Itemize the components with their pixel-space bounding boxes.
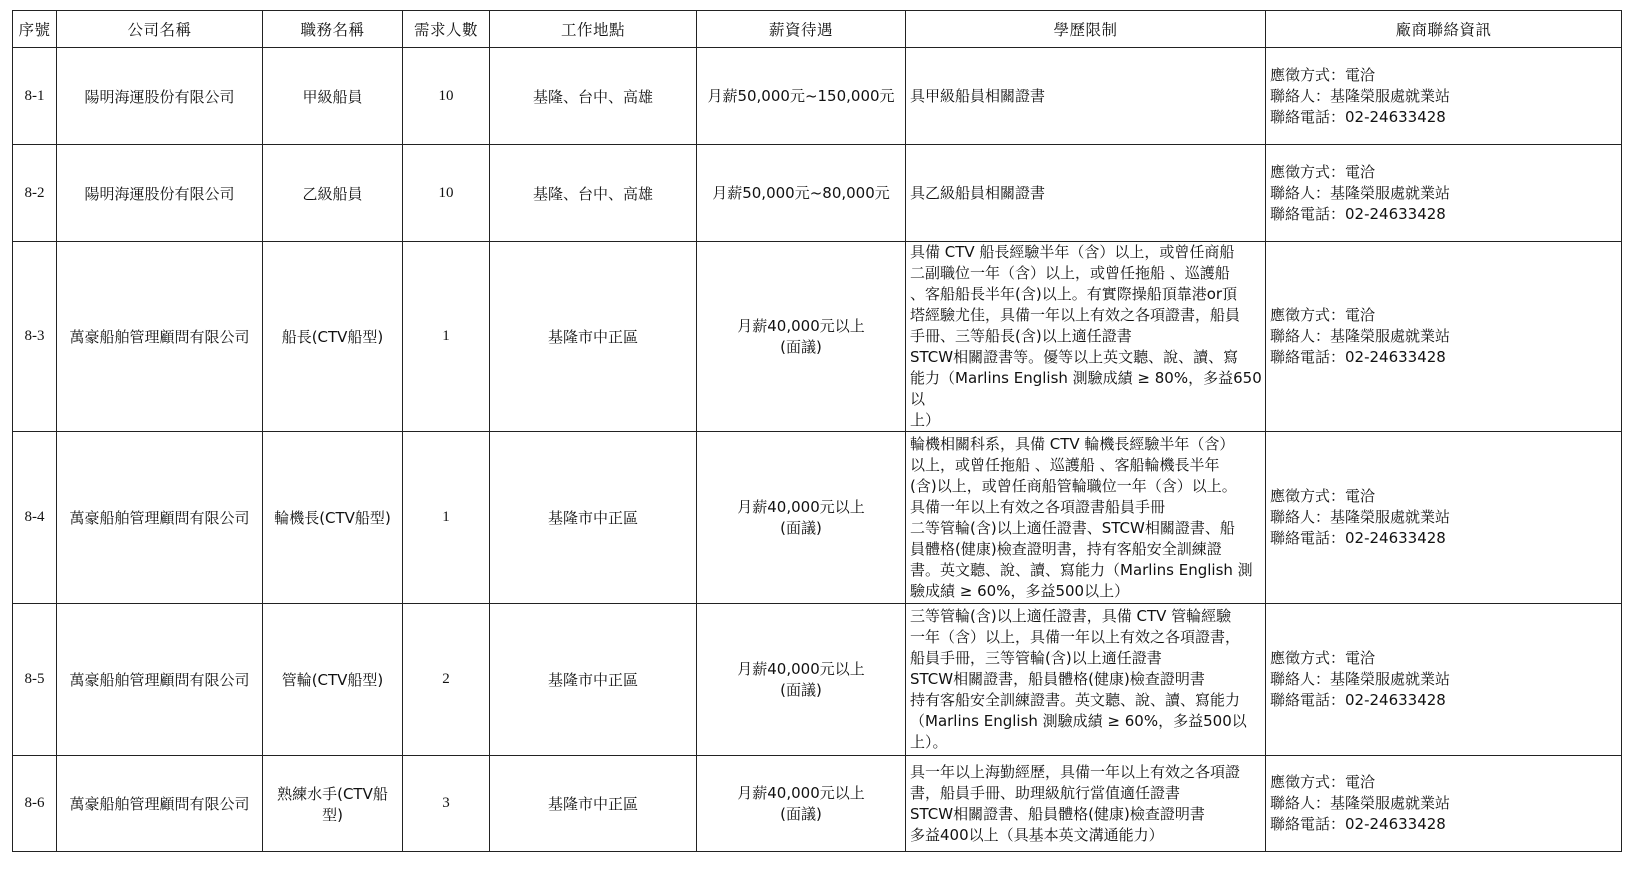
table-row — [13, 145, 1622, 242]
contact-phone: 聯絡電話：02-24633428 — [1270, 348, 1446, 366]
row-education: 輪機相關科系，具備 CTV 輪機長經驗半年（含） 以上，或曾任拖船 、巡護船 、客船輪機長半年 (含)以上，或曾任商船管輪職位一年（含）以上。 具備一年以上有效之各項證書船員手冊 二等管輪(含)以上適任證書、STCW相關證書、船 員體格(健康)檢查證明書，持有客船安全訓練證 書。英文聽、說、讀、寫能力（Marlins English 測 驗成績 ≥ 60%，多益500以上） — [906, 432, 1266, 604]
row-title: 乙級船員 — [263, 145, 403, 242]
contact-method: 應徵方式：電洽 — [1270, 306, 1376, 324]
header-row — [13, 11, 1622, 48]
contact-phone: 聯絡電話：02-24633428 — [1270, 204, 1446, 223]
contact-person: 聯絡人：基隆榮服處就業站 — [1270, 508, 1451, 526]
contact-person: 聯絡人：基隆榮服處就業站 — [1270, 327, 1451, 345]
contact-method: 應徵方式：電洽 — [1270, 65, 1376, 84]
header-seq: 序號 — [13, 11, 57, 48]
row-contact — [1266, 48, 1622, 145]
header-education: 學歷限制 — [906, 11, 1266, 48]
row-location: 基隆市中正區 — [490, 432, 697, 604]
row-salary: 月薪50,000元~150,000元 — [697, 48, 906, 145]
row-title: 船長(CTV船型) — [263, 242, 403, 432]
row-salary: 月薪50,000元~80,000元 — [697, 145, 906, 242]
row-education: 具甲級船員相關證書 — [906, 48, 1266, 145]
row-count: 3 — [403, 756, 490, 852]
row-company: 陽明海運股份有限公司 — [57, 145, 263, 242]
contact-person: 聯絡人：基隆榮服處就業站 — [1270, 670, 1451, 688]
table-row — [13, 756, 1622, 852]
row-contact — [1266, 756, 1622, 852]
row-seq: 8-3 — [13, 242, 57, 432]
row-company: 陽明海運股份有限公司 — [57, 48, 263, 145]
contact-phone: 聯絡電話：02-24633428 — [1270, 815, 1446, 833]
row-location: 基隆、台中、高雄 — [490, 145, 697, 242]
row-count: 1 — [403, 242, 490, 432]
row-contact — [1266, 242, 1622, 432]
row-salary: 月薪40,000元以上 (面議) — [697, 604, 906, 756]
row-salary: 月薪40,000元以上 (面議) — [697, 756, 906, 852]
header-count: 需求人數 — [403, 11, 490, 48]
header-contact: 廠商聯絡資訊 — [1266, 11, 1622, 48]
header-title: 職務名稱 — [263, 11, 403, 48]
row-title: 輪機長(CTV船型) — [263, 432, 403, 604]
table-row — [13, 242, 1622, 432]
row-company: 萬豪船舶管理顧問有限公司 — [57, 604, 263, 756]
header-company: 公司名稱 — [57, 11, 263, 48]
row-location: 基隆市中正區 — [490, 604, 697, 756]
contact-phone: 聯絡電話：02-24633428 — [1270, 529, 1446, 547]
row-education: 具備 CTV 船長經驗半年（含）以上，或曾任商船 二副職位一年（含）以上，或曾任拖船 、巡護船 、客船船長半年(含)以上。有實際操船頂靠港or頂 塔經驗尤佳，具備一年以上有效之各項證書，船員 手冊、三等船長(含)以上適任證書 STCW相關證書等。優等以上英文聽、說、讀、寫 能力（Marlins English 測驗成績 ≥ 80%，多益650以 上） — [906, 242, 1266, 432]
contact-method: 應徵方式：電洽 — [1270, 649, 1376, 667]
header-location: 工作地點 — [490, 11, 697, 48]
contact-person: 聯絡人：基隆榮服處就業站 — [1270, 86, 1451, 105]
row-location: 基隆、台中、高雄 — [490, 48, 697, 145]
row-count: 10 — [403, 145, 490, 242]
row-location: 基隆市中正區 — [490, 242, 697, 432]
row-contact — [1266, 604, 1622, 756]
contact-method: 應徵方式：電洽 — [1270, 162, 1376, 181]
table-row — [13, 48, 1622, 145]
table-row — [13, 604, 1622, 756]
row-education: 具乙級船員相關證書 — [906, 145, 1266, 242]
row-title: 管輪(CTV船型) — [263, 604, 403, 756]
row-salary: 月薪40,000元以上 (面議) — [697, 432, 906, 604]
row-education: 三等管輪(含)以上適任證書，具備 CTV 管輪經驗 一年（含）以上，具備一年以上有效之各項證書， 船員手冊，三等管輪(含)以上適任證書 STCW相關證書，船員體格(健康)檢查證明書 持有客船安全訓練證書。英文聽、說、讀、寫能力 （Marlins English 測驗成績 ≥ 60%，多益500以 上）。 — [906, 604, 1266, 756]
row-contact — [1266, 145, 1622, 242]
row-seq: 8-1 — [13, 48, 57, 145]
row-seq: 8-4 — [13, 432, 57, 604]
contact-person: 聯絡人：基隆榮服處就業站 — [1270, 183, 1451, 202]
row-seq: 8-2 — [13, 145, 57, 242]
table-row — [13, 432, 1622, 604]
row-seq: 8-5 — [13, 604, 57, 756]
row-seq: 8-6 — [13, 756, 57, 852]
row-location: 基隆市中正區 — [490, 756, 697, 852]
row-company: 萬豪船舶管理顧問有限公司 — [57, 756, 263, 852]
header-salary: 薪資待遇 — [697, 11, 906, 48]
contact-method: 應徵方式：電洽 — [1270, 487, 1376, 505]
row-title: 甲級船員 — [263, 48, 403, 145]
contact-person: 聯絡人：基隆榮服處就業站 — [1270, 794, 1451, 812]
row-count: 2 — [403, 604, 490, 756]
contact-method: 應徵方式：電洽 — [1270, 773, 1376, 791]
row-count: 10 — [403, 48, 490, 145]
contact-phone: 聯絡電話：02-24633428 — [1270, 107, 1446, 126]
row-count: 1 — [403, 432, 490, 604]
contact-phone: 聯絡電話：02-24633428 — [1270, 691, 1446, 709]
row-title: 熟練水手(CTV船 型) — [263, 756, 403, 852]
job-listing-table — [12, 10, 1622, 852]
row-salary: 月薪40,000元以上 (面議) — [697, 242, 906, 432]
row-company: 萬豪船舶管理顧問有限公司 — [57, 242, 263, 432]
row-education: 具一年以上海勤經歷，具備一年以上有效之各項證 書，船員手冊、助理級航行當值適任證書 STCW相關證書、船員體格(健康)檢查證明書 多益400以上（具基本英文溝通能力） — [906, 756, 1266, 852]
row-contact — [1266, 432, 1622, 604]
row-company: 萬豪船舶管理顧問有限公司 — [57, 432, 263, 604]
